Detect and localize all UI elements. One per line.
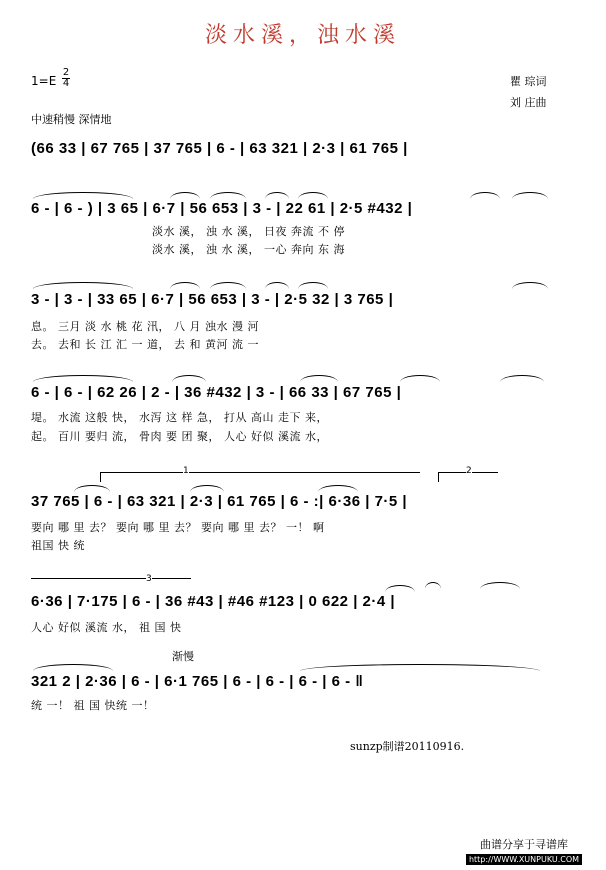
slur-arc — [480, 582, 520, 589]
composer: 刘 庄曲 — [510, 96, 547, 109]
triplet-mark: 3 — [146, 574, 152, 584]
slur-arc — [74, 485, 110, 492]
staff-system-6-notes: 6·36 | 7·175 | 6 - | 36 #43 | #46 #123 | 0 622 | 2·4 | — [31, 593, 396, 610]
volta-1-bracket — [100, 472, 420, 473]
extension-line — [31, 578, 191, 579]
slur-arc — [500, 375, 544, 382]
site-name: 曲谱分享于寻谱库 — [480, 838, 568, 851]
site-watermark — [447, 836, 601, 866]
volta-1-label: 1 — [183, 466, 189, 476]
site-url[interactable]: http://WWW.XUNPUKU.COM — [466, 854, 582, 865]
lyrics-verse-2: 淡水 溪， 浊 水 溪， 一心 奔向 东 海 — [152, 243, 345, 256]
page-title: 淡水溪，浊水溪 — [204, 23, 401, 48]
slur-arc — [298, 282, 328, 289]
slur-arc — [400, 375, 440, 382]
tie-arc — [33, 375, 133, 382]
time-signature-bottom: 4 — [62, 78, 70, 89]
lyrics-verse-1: 人心 好似 溪流 水， 祖 国 快 — [31, 621, 182, 634]
time-signature-top: 2 — [62, 67, 70, 78]
slur-arc — [172, 375, 206, 382]
slur-arc — [512, 192, 548, 199]
slur-arc — [265, 192, 289, 199]
volta-1-bracket-start — [100, 472, 101, 482]
staff-system-7-notes: 321 2 | 2·36 | 6 - | 6·1 765 | 6 - | 6 - | 6 - | 6 - ‖ — [31, 673, 364, 690]
lyrics-verse-1: 淡水 溪， 浊 水 溪， 日夜 奔流 不 停 — [152, 225, 345, 238]
volta-2-bracket-start — [438, 472, 439, 482]
slur-arc — [300, 375, 338, 382]
slur-arc — [33, 664, 113, 671]
tie-arc — [33, 192, 133, 199]
lyrics-verse-2: 去。 去和 长 江 汇 一 道， 去 和 黄河 流 一 — [31, 338, 259, 351]
lyrics-verse-1: 要向 哪 里 去？ 要向 哪 里 去？ 要向 哪 里 去？ 一！ 啊 — [31, 521, 325, 534]
tie-arc — [33, 282, 133, 289]
slur-arc — [170, 282, 200, 289]
slur-arc — [298, 192, 328, 199]
slur-arc — [190, 485, 224, 492]
lyricist: 瞿 琮词 — [510, 75, 547, 88]
lyrics-verse-1: 息。 三月 淡 水 桃 花 汛， 八 月 浊水 漫 河 — [31, 320, 259, 333]
lyrics-verse-2: 起。 百川 要归 流， 骨肉 要 团 聚， 人心 好似 溪流 水， — [31, 430, 328, 443]
staff-system-5-notes: 37 765 | 6 - | 63 321 | 2·3 | 61 765 | 6 - :| 6·36 | 7·5 | — [31, 493, 408, 510]
slur-arc — [470, 192, 500, 199]
slur-arc — [170, 192, 200, 199]
key-signature: 1=E — [31, 74, 57, 88]
slur-arc — [210, 282, 246, 289]
staff-system-1-notes: (66 33 | 67 765 | 37 765 | 6 - | 63 321 | 2·3 | 61 765 | — [31, 140, 408, 157]
tempo-change: 渐慢 — [172, 650, 194, 663]
slur-arc — [265, 282, 289, 289]
time-signature — [62, 68, 70, 89]
staff-system-4-notes: 6 - | 6 - | 62 26 | 2 - | 36 #432 | 3 - | 66 33 | 67 765 | — [31, 384, 402, 401]
slur-arc — [318, 485, 358, 492]
lyrics-verse-1: 堤。 水流 这般 快， 水泻 这 样 急， 打从 高山 走下 来， — [31, 411, 328, 424]
slur-arc — [385, 585, 415, 592]
staff-system-2-notes: 6 - | 6 - ) | 3 65 | 6·7 | 56 653 | 3 - | 22 61 | 2·5 #432 | — [31, 200, 413, 217]
transcription-credit: sunzp制谱20110916. — [350, 740, 465, 753]
tie-arc — [300, 664, 540, 671]
lyrics-verse-1: 统 一！ 祖 国 快统 一！ — [31, 699, 155, 712]
lyrics-verse-2: 祖国 快 统 — [31, 539, 85, 552]
volta-2-label: 2 — [466, 466, 472, 476]
slur-arc — [512, 282, 548, 289]
staff-system-3-notes: 3 - | 3 - | 33 65 | 6·7 | 56 653 | 3 - | 2·5 32 | 3 765 | — [31, 291, 394, 308]
slur-arc — [210, 192, 246, 199]
slur-arc — [425, 582, 441, 589]
tempo-marking: 中速稍慢 深情地 — [31, 113, 112, 126]
